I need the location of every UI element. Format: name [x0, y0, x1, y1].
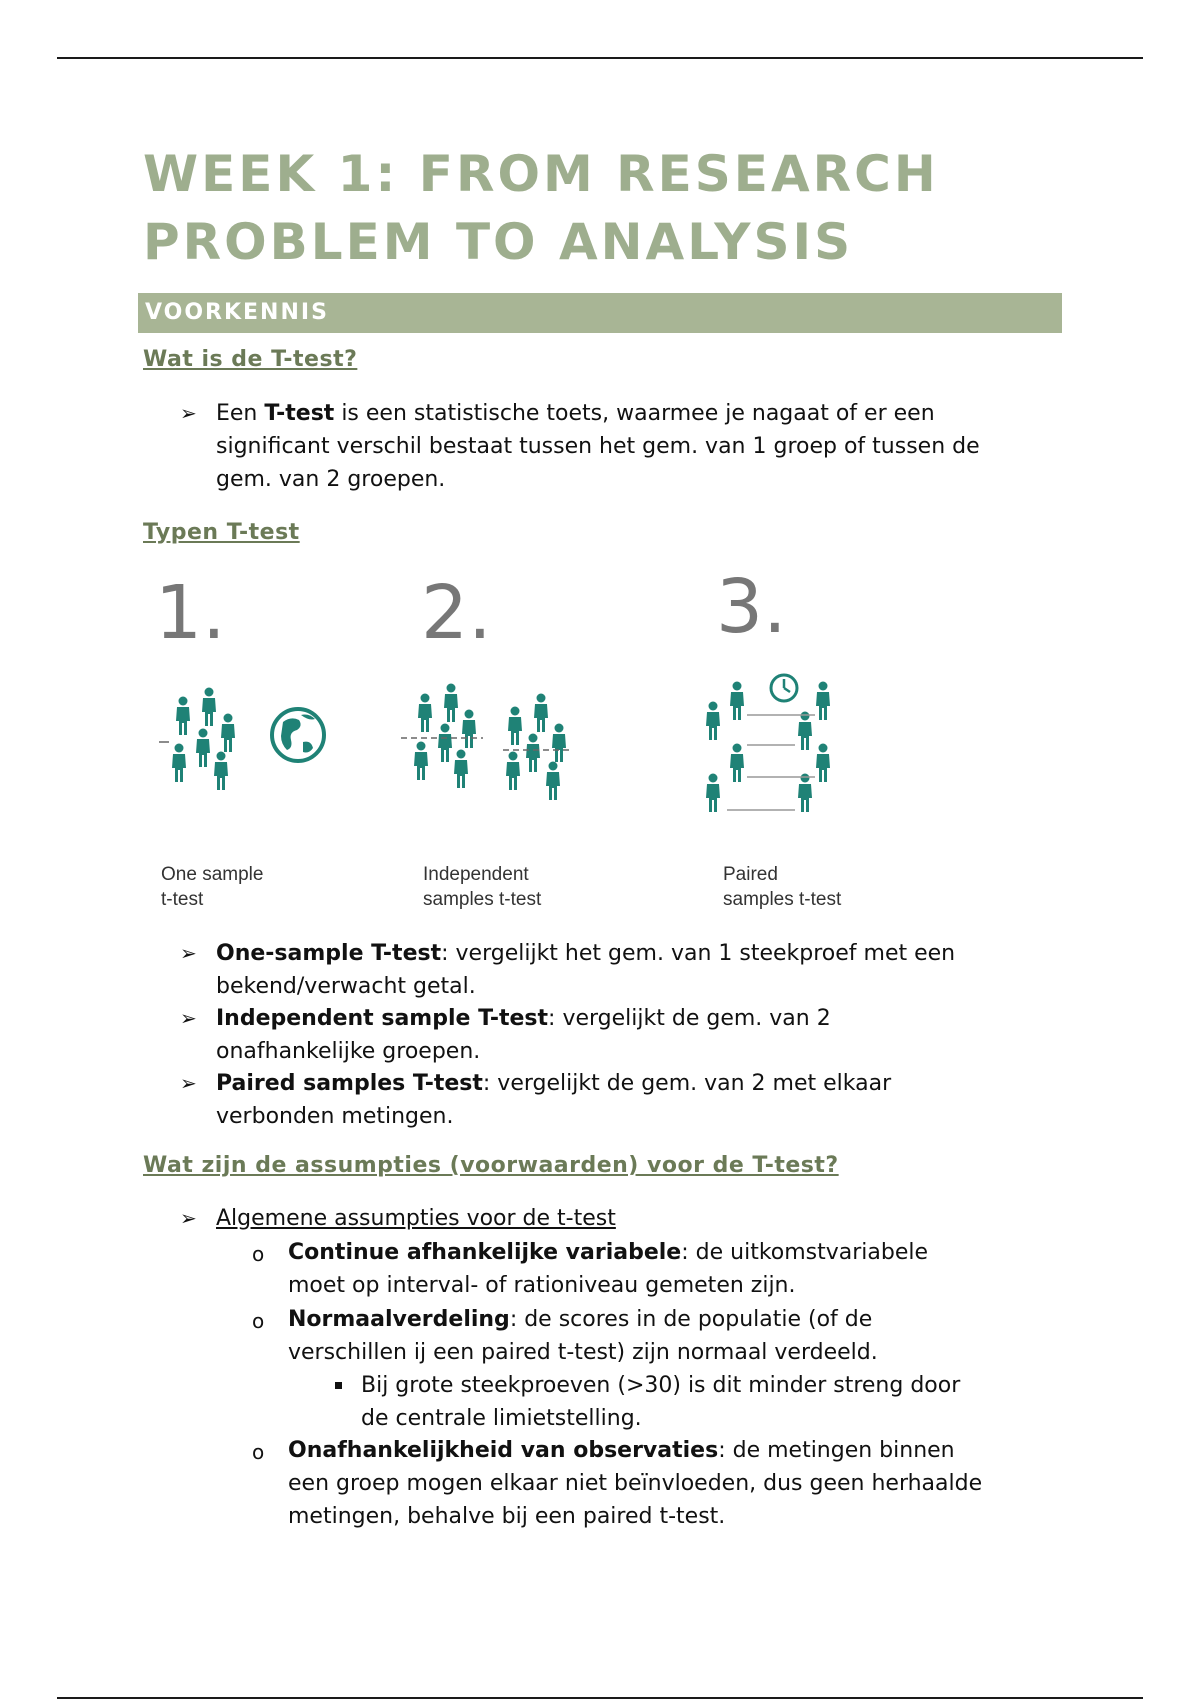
figure-number-3: 3.	[716, 564, 787, 650]
top-rule	[57, 57, 1143, 59]
section-bar-voorkennis: VOORKENNIS	[138, 293, 1062, 333]
figure-number-2: 2.	[421, 570, 492, 656]
group-1-people-icon	[172, 688, 235, 791]
group-3-paired-people-icon	[706, 682, 830, 813]
heading-what-is-ttest: Wat is de T-test?	[143, 347, 358, 372]
globe-icon	[272, 709, 324, 761]
arrow-bullet-icon: ➢	[180, 1006, 197, 1030]
assumption-continuous: Continue afhankelijke variabele: de uitkomstvariabele moet op interval- of rationiveau gemeten zijn.	[288, 1240, 929, 1298]
arrow-bullet-icon: ➢	[180, 1206, 197, 1230]
caption-one-sample: One sample t-test	[161, 864, 264, 910]
circle-bullet: o	[252, 1242, 265, 1266]
figure-number-1: 1.	[155, 570, 226, 656]
heading-assumptions: Wat zijn de assumpties (voorwaarden) voor de T-test?	[143, 1153, 839, 1178]
group-2b-people-icon	[506, 694, 566, 801]
type-independent: Independent sample T-test: vergelijkt de gem. van 2 onafhankelijke groepen.	[216, 1006, 831, 1064]
group-2a-people-icon	[414, 684, 476, 789]
ttest-types-figure	[143, 564, 923, 920]
arrow-bullet-icon: ➢	[180, 941, 197, 965]
heading-types: Typen T-test	[143, 520, 300, 545]
arrow-bullet-icon: ➢	[180, 1071, 197, 1095]
assumption-normality: Normaalverdeling: de scores in de populatie (of de verschillen ij een paired t-test) zijn normaal verdeeld.	[288, 1307, 878, 1365]
figure-icons	[143, 564, 923, 840]
page-title: WEEK 1: FROM RESEARCH PROBLEM TO ANALYSIS	[143, 145, 939, 271]
circle-bullet: o	[252, 1440, 265, 1464]
arrow-bullet-icon: ➢	[180, 401, 197, 425]
ttest-definition: Een T-test is een statistische toets, waarmee je nagaat of er een significant verschil bestaat tussen het gem. van 1 groep of tussen de gem. van 2 groepen.	[216, 401, 980, 492]
caption-paired: Paired samples t-test	[723, 864, 842, 910]
general-assumptions-label: Algemene assumpties voor de t-test	[216, 1206, 616, 1231]
circle-bullet: o	[252, 1309, 265, 1333]
type-one-sample: One-sample T-test: vergelijkt het gem. van 1 steekproef met een bekend/verwacht getal.	[216, 941, 956, 999]
clock-icon	[771, 675, 797, 701]
bottom-rule	[57, 1697, 1143, 1699]
caption-independent: Independent samples t-test	[423, 864, 542, 910]
assumption-normality-note: Bij grote steekproeven (>30) is dit minder streng door de centrale limietstelling.	[361, 1373, 961, 1431]
square-bullet	[335, 1382, 342, 1389]
type-paired: Paired samples T-test: vergelijkt de gem. van 2 met elkaar verbonden metingen.	[216, 1071, 892, 1129]
assumption-independence: Onafhankelijkheid van observaties: de metingen binnen een groep mogen elkaar niet beïnvloeden, dus geen herhaalde metingen, behalve bij een paired t-test.	[288, 1438, 983, 1529]
